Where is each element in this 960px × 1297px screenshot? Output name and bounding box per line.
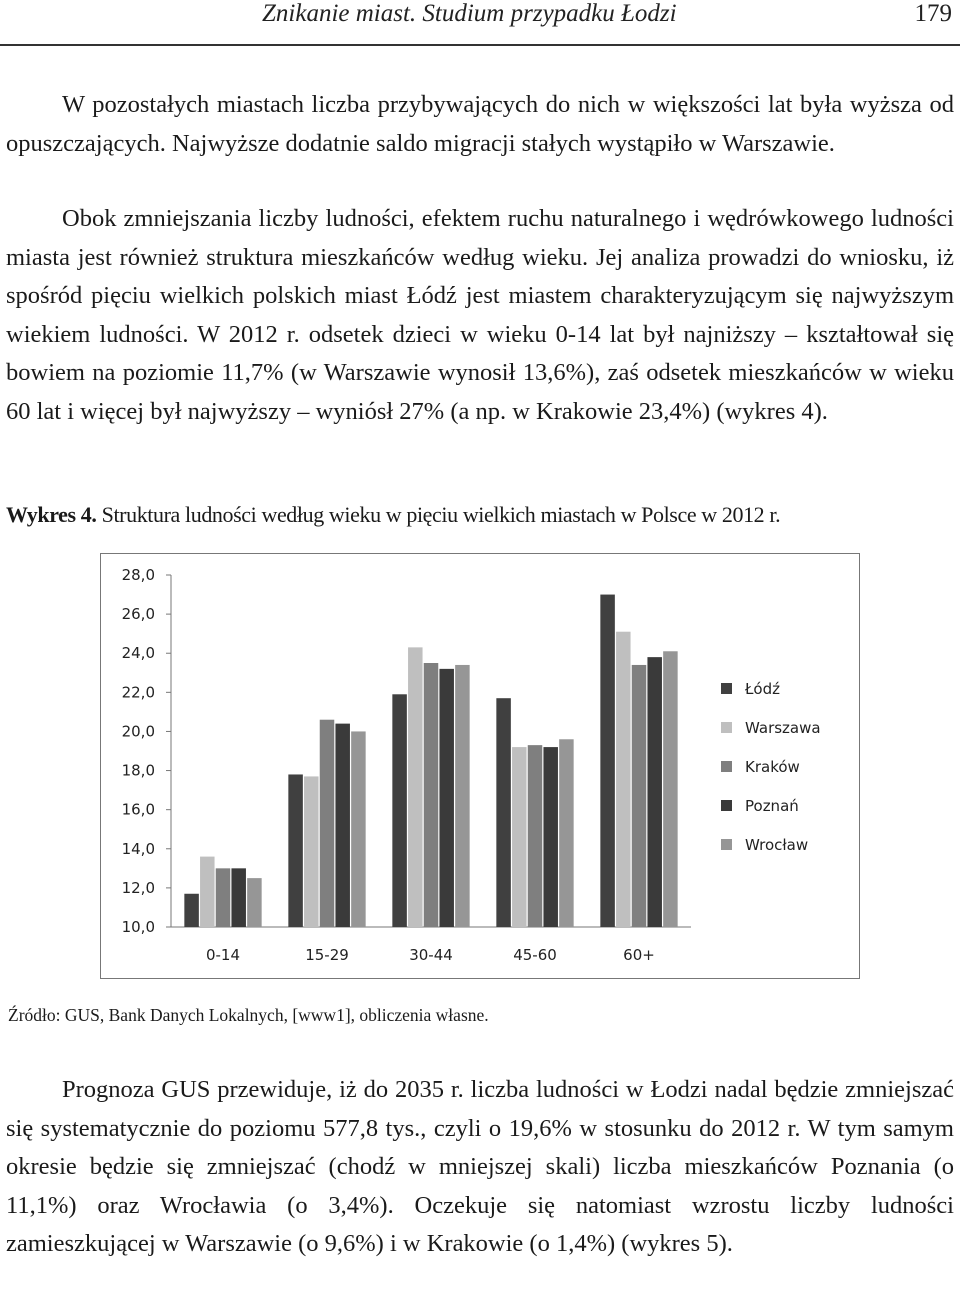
- legend-label: Poznań: [745, 797, 799, 815]
- bar: [647, 657, 662, 927]
- x-tick-label: 60+: [623, 946, 655, 964]
- x-tick-label: 0-14: [205, 946, 241, 964]
- figure-label: Wykres 4.: [6, 502, 97, 527]
- y-tick-label: 20,0: [121, 722, 155, 741]
- bar: [184, 894, 199, 927]
- figure-caption-text: Struktura ludności według wieku w pięciu wielkich miastach w Polsce w 2012 r.: [101, 502, 781, 527]
- y-tick-label: 24,0: [121, 644, 155, 663]
- paragraph-1: [6, 86, 954, 163]
- page-number: 179: [914, 0, 952, 27]
- paragraph-1-text: W pozostałych miastach liczba przybywających do nich w większości lat była wyższa od opuszczających. Najwyższe dodatnie saldo migracji stałych wystąpiło w Warszawie.: [6, 91, 954, 157]
- bar: [512, 747, 527, 927]
- running-title: Znikanie miast. Studium przypadku Łodzi: [262, 0, 677, 27]
- bar: [216, 868, 231, 927]
- bar: [247, 878, 262, 927]
- x-tick-label: 45-60: [513, 946, 557, 964]
- paragraph-2: [6, 200, 954, 431]
- y-tick-label: 14,0: [121, 839, 155, 858]
- y-tick-label: 10,0: [121, 918, 155, 936]
- legend-swatch: [721, 683, 732, 694]
- bar: [543, 747, 558, 927]
- x-tick-label: 30-44: [409, 946, 453, 964]
- bar: [528, 745, 543, 927]
- legend-label: Warszawa: [745, 719, 821, 737]
- bar: [663, 651, 678, 927]
- bar: [408, 647, 423, 927]
- legend-swatch: [721, 839, 732, 850]
- bar: [320, 720, 335, 927]
- running-header: [0, 0, 960, 46]
- legend-label: Łódź: [745, 680, 781, 698]
- figure-source: Źródło: GUS, Bank Danych Lokalnych, [www1], obliczenia własne.: [8, 1005, 489, 1025]
- legend-swatch: [721, 761, 732, 772]
- bar: [439, 669, 454, 927]
- y-tick-label: 28,0: [121, 566, 155, 584]
- bar: [559, 739, 574, 927]
- y-tick-label: 18,0: [121, 761, 155, 780]
- x-tick-label: 15-29: [305, 946, 349, 964]
- y-tick-label: 22,0: [121, 683, 155, 702]
- figure-caption: [6, 502, 780, 528]
- y-tick-label: 12,0: [121, 878, 155, 897]
- bar: [424, 663, 439, 927]
- bar: [288, 774, 303, 927]
- paragraph-3: [6, 1071, 954, 1264]
- legend-swatch: [721, 722, 732, 733]
- y-tick-label: 26,0: [121, 605, 155, 624]
- chart-frame: [100, 553, 860, 979]
- bar: [335, 724, 350, 927]
- bar: [392, 694, 407, 927]
- y-tick-label: 16,0: [121, 800, 155, 819]
- paragraph-3-text: Prognoza GUS przewiduje, iż do 2035 r. liczba ludności w Łodzi nadal będzie zmniejszać się systematycznie do poziomu 577,8 tys., czyli o 19,6% w stosunku do 2012 r. W tym samym okresie będzie się zmniejszać (chodź w mniejszej skali) liczba mieszkańców Poznania (o 11,1%) oraz Wrocławia (o 3,4%). Oczekuje się natomiast wzrostu liczby ludności zamieszkującej w Warszawie (o 9,6%) i w Krakowie (o 1,4%) (wykres 5).: [6, 1076, 954, 1257]
- bar: [304, 776, 319, 927]
- bar: [200, 857, 215, 927]
- bar: [632, 665, 647, 927]
- bar: [231, 868, 246, 927]
- bar: [496, 698, 511, 927]
- legend-swatch: [721, 800, 732, 811]
- bar: [616, 632, 631, 927]
- paragraph-2-text: Obok zmniejszania liczby ludności, efektem ruchu naturalnego i wędrówkowego ludności miasta jest również struktura mieszkańców według wieku. Jej analiza prowadzi do wniosku, iż spośród pięciu wielkich polskich miast Łódź jest miastem charakteryzującym się najwyższym wiekiem ludności. W 2012 r. odsetek dzieci w wieku 0-14 lat był najniższy – kształtował się bowiem na poziomie 11,7% (w Warszawie wynosił 13,6%), zaś odsetek mieszkańców w wieku 60 lat i więcej był najwyższy – wyniósł 27% (a np. w Krakowie 23,4%) (wykres 4).: [6, 205, 954, 425]
- bar: [600, 595, 615, 927]
- legend-label: Kraków: [745, 758, 800, 776]
- legend-label: Wrocław: [745, 836, 809, 854]
- bar-chart: [101, 554, 861, 980]
- bar: [455, 665, 470, 927]
- bar: [351, 731, 366, 927]
